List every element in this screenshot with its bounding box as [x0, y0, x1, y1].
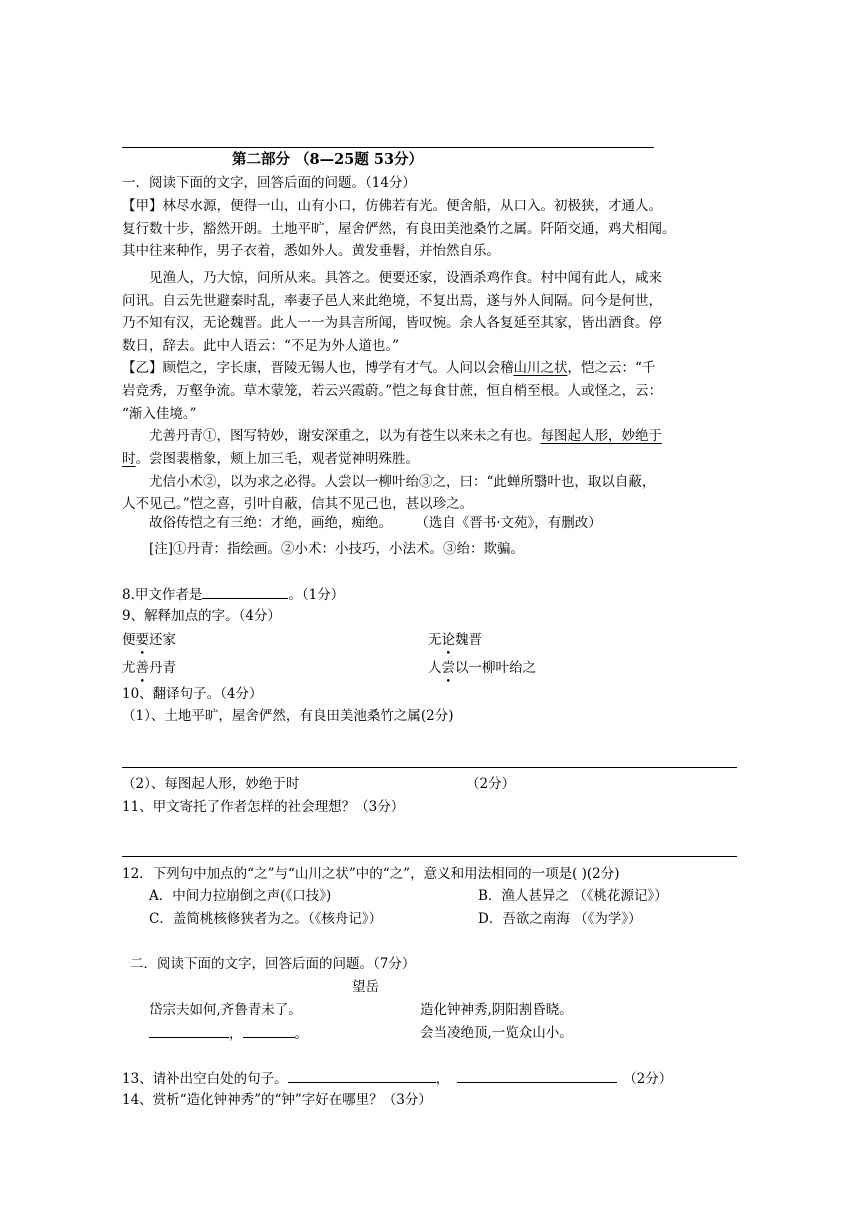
question-10-1: （1）、土地平旷，屋舍俨然，有良田美池桑竹之属(2分)	[122, 708, 454, 724]
comma: ，	[229, 1026, 243, 1042]
poem-blank[interactable]	[149, 1023, 229, 1038]
q9-item	[122, 630, 176, 650]
question-14: 14、赏析“造化钟神秀”的“钟”字好在哪里？（3分）	[122, 1092, 432, 1108]
jia-line: 问讯。自云先世避秦时乱，率妻子邑人来此绝境，不复出焉，遂与外人间隔。问今是何世，	[122, 293, 662, 309]
question-9: 9、解释加点的字。（4分）	[122, 608, 281, 624]
question-10-2-score: （2分）	[466, 776, 516, 792]
question-10-2-text: （2）、每图起人形，妙绝于时	[122, 776, 300, 792]
source-citation: （选自《晋书·文苑》，有删改）	[422, 515, 602, 531]
yi-line: 尤信小术②，以为求之必得。人尝以一柳叶绐③之，曰：“此蝉所翳叶也，取以自蔽，	[149, 474, 656, 490]
period: 。	[294, 1026, 308, 1042]
q9-item-text: 魏晋	[455, 632, 482, 648]
question-10-2	[122, 774, 299, 794]
q9-item-text: 便	[122, 632, 136, 648]
dotted-char: 尝	[441, 660, 455, 676]
yi-line1-text: 【乙】顾恺之，字长康，晋陵无锡人也，博学有才气。人问以会稽	[122, 360, 514, 376]
jia-line: 数日，辞去。此中人语云：“不足为外人道也。”	[122, 338, 400, 354]
q9-item-text: 尤	[122, 660, 136, 676]
dotted-char: 论	[441, 632, 455, 648]
answer-blank[interactable]	[202, 584, 288, 599]
three-wonders: 故俗传恺之有三绝：才绝，画绝，痴绝。	[149, 515, 392, 531]
yi-line1-text: ，恺之云：“千	[567, 360, 656, 376]
q9-item-text: 丹青	[149, 660, 176, 676]
poem-blank-line	[149, 1023, 308, 1044]
top-divider	[122, 147, 654, 148]
yi-line	[149, 513, 602, 533]
yi-para2-text: 尤善丹青①，图写特妙，谢安深重之，以为有苍生以来未之有也。	[149, 428, 541, 444]
yi-line: 人不见己。”恺之喜，引叶自蔽，信其不见己也，甚以珍之。	[122, 496, 474, 512]
answer-line[interactable]	[122, 856, 737, 857]
q9-item	[122, 658, 176, 678]
yi-line: “渐入佳境。”	[122, 406, 197, 422]
jia-line: 见渔人，乃大惊，问所从来。具答之。便要还家，设酒杀鸡作食。村中闻有此人，咸来	[149, 270, 662, 286]
question-8-text: 8.甲文作者是	[122, 587, 203, 603]
poem-title: 望岳	[352, 979, 379, 995]
jia-line: 乃不知有汉，无论魏晋。此人一一为具言所闻，皆叹惋。余人各复延至其家，皆出酒食。停	[122, 315, 662, 331]
yi-line	[122, 449, 419, 469]
answer-line[interactable]	[122, 767, 737, 768]
underlined-sentence: 每图起人形，妙绝于	[540, 428, 662, 444]
poem-line: 造化钟神秀,阴阳割昏晓。	[420, 1002, 573, 1018]
poem-line: 岱宗夫如何,齐鲁青未了。	[149, 1002, 302, 1018]
comma: ，	[435, 1071, 450, 1087]
question-13-score: （2分）	[623, 1071, 673, 1087]
jia-line: 【甲】林尽水源，便得一山，山有小口，仿佛若有光。便舍船，从口入。初极狭，才通人。	[122, 198, 662, 214]
q9-item	[428, 630, 482, 650]
q9-item	[428, 658, 536, 678]
yi-line	[122, 358, 655, 378]
q9-item-text: 以一柳叶绐之	[455, 660, 536, 676]
q12-option[interactable]: A．中间力拉崩倒之声(《口技》)	[149, 888, 332, 904]
question-13	[122, 1068, 672, 1089]
q9-item-text: 还家	[149, 632, 176, 648]
question-8-score: 。（1分）	[288, 587, 345, 603]
yi-para2-text: 。尝图裴楷象，颊上加三毛，观者觉神明殊胜。	[135, 451, 419, 467]
footnote: [注]①丹青：指绘画。②小术：小技巧，小法术。③绐：欺骗。	[149, 541, 525, 557]
question-8	[122, 584, 344, 605]
poem-line: 会当凌绝顶,一览众山小。	[420, 1025, 573, 1041]
answer-blank[interactable]	[288, 1068, 436, 1083]
question-13-text: 13、请补出空白处的句子。	[122, 1071, 288, 1087]
q9-item-text: 无	[428, 632, 442, 648]
question-11: 11、甲文寄托了作者怎样的社会理想？（3分）	[122, 799, 405, 815]
q12-option[interactable]: B．渔人甚异之 （《桃花源记》）	[478, 888, 668, 904]
yi-line	[149, 426, 662, 446]
underlined-phrase: 山川之状	[513, 360, 568, 376]
q12-option[interactable]: C．盖简桃核修狭者为之。（《核舟记》）	[149, 911, 383, 927]
q12-option[interactable]: D．吾欲之南海 （《为学》）	[478, 911, 642, 927]
part1-heading: 一．阅读下面的文字，回答后面的问题。（14分）	[122, 175, 416, 191]
answer-blank[interactable]	[457, 1068, 617, 1083]
question-12: 12．下列句中加点的“之”与“山川之状”中的“之”，意义和用法相同的一项是( )(2分)	[122, 866, 620, 882]
jia-line: 其中往来种作，男子衣着，悉如外人。黄发垂髫，并怡然自乐。	[122, 243, 500, 259]
section-title: 第二部分 （8—25题 53分）	[232, 151, 424, 168]
dotted-char: 要	[135, 632, 149, 648]
part2-heading: 二．阅读下面的文字，回答后面的问题。（7分）	[130, 956, 416, 972]
yi-line: 岩竞秀，万壑争流。草木蒙笼，若云兴霞蔚。”恺之每食甘蔗，恒自梢至根。人或怪之，云：	[122, 383, 663, 399]
question-10: 10、翻译句子。（4分）	[122, 686, 263, 702]
dotted-char: 善	[135, 660, 149, 676]
poem-blank[interactable]	[243, 1023, 295, 1038]
underlined-sentence: 时	[122, 451, 136, 467]
q9-item-text: 人	[428, 660, 442, 676]
jia-line: 复行数十步，豁然开朗。土地平旷，屋舍俨然，有良田美池桑竹之属。阡陌交通，鸡犬相闻。	[122, 221, 676, 237]
